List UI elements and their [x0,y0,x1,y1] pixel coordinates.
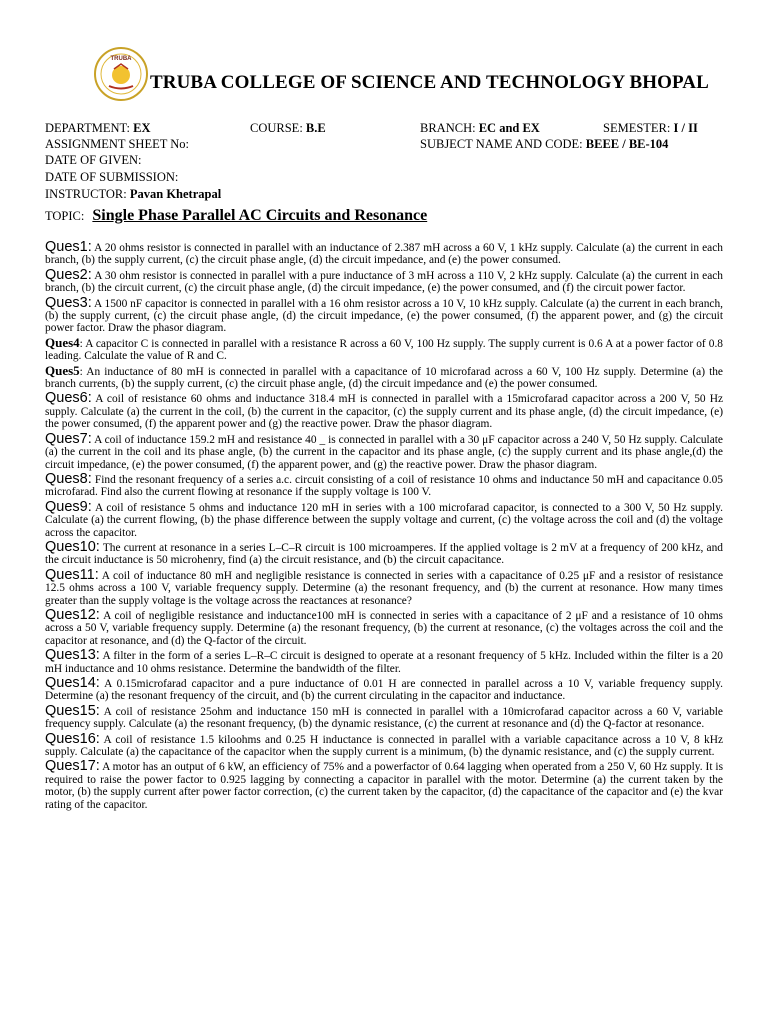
question-text: The current at resonance in a series L–C–R circuit is 100 microamperes. If the applied voltage is 2 mV at a frequency of 200 kHz, and the circuit inductance is 50 microhenry, find (a) the circuit resistance, and (b) the circuit capacitance. [45,541,723,567]
semester-label: SEMESTER: [603,121,671,135]
date-of-submission: DATE OF SUBMISSION: [45,170,179,184]
question-text: A motor has an output of 6 kW, an efficiency of 75% and a powerfactor of 0.64 lagging when operated from a 250 V, 60 Hz supply. It is required to raise the power factor to 0.925 lagging by connecting a capacitor in parallel with the motor. Determine (a) the current taken by the motor, (b) the supply current after power factor correction, (c) the current taken by the capacitor, (d) the capacitance of the capacitor and (e) the kvar rating of the capacitor. [45,761,723,811]
topic-label: TOPIC: [45,209,85,223]
question-label: Ques6: [45,390,92,407]
course-label: COURSE: [250,121,303,135]
question-text: A coil of resistance 1.5 kiloohms and 0.25 H inductance is connected in parallel with a variable capacitance across a 10 V, 8 kHz supply. Calculate (a) the capacitance of the capacitor when the supply current is a minimum, (b) the dynamic resistance, and (c) the supply current. [45,733,724,759]
question-item [45,430,723,471]
question-label: Ques4 [45,334,80,350]
logo-text: TRUBA [110,56,132,62]
branch-label: BRANCH: [420,121,476,135]
question-item [45,760,723,811]
date-of-given: DATE OF GIVEN: [45,153,142,167]
question-text: A coil of resistance 25ohm and inductance 150 mH is connected in parallel with a 10microfarad capacitor across a 60 V, variable frequency supply. Calculate (a) the resonant frequency, (b) the dynamic resistance, (c) the current at resonance and (d) the Q-factor at resonance. [45,705,723,731]
question-label: Ques7: [45,430,92,447]
question-item [45,498,723,539]
question-label: Ques8: [45,470,92,487]
question-text: A 20 ohms resistor is connected in parallel with an inductance of 2.387 mH across a 60 V, 1 kHz supply. Calculate (a) the current in each branch, (b) the supply current, (c) the circuit phase angle, (d) the circuit impedance, and (e) the power consumed. [45,242,723,267]
question-text: A coil of inductance 159.2 mH and resistance 40 _ is connected in parallel with a 30 μF capacitor across a 240 V, 50 Hz supply. Calculate (a) the current in the coil and its phase angle, (b) the current in the capacitor and its phase angle, (c) the supply current and its phase angle,(d) the circuit impedance, (e) the power consumed, (f) the apparent power, and (g) the reactive power. Draw the phasor diagram. [45,433,723,471]
question-label: Ques11: [45,566,99,583]
subject-value: BEEE / BE-104 [585,137,669,151]
question-item [45,241,723,267]
question-list [45,241,723,813]
course-field [250,121,326,136]
question-label: Ques3: [45,294,92,311]
semester-value: I / II [673,121,698,135]
question-label: Ques12: [45,606,100,623]
question-text: A coil of negligible resistance and inductance100 mH is connected in series with a capacitance of 2 μF and a resistance of 10 ohms across a 50 V, variable frequency supply. Determine (a) the resonant frequency, (b) the current at resonance, (c) the voltages across the coil and the capacitor at resonance, and (d) the Q-factor of the circuit. [45,609,723,647]
question-text: : A capacitor C is connected in parallel with a resistance R across a 60 V, 100 Hz supply. The supply current is 0.6 A at a power factor of 0.8 leading. Calculate the value of R and C. [45,337,723,363]
college-name: TRUBA COLLEGE OF SCIENCE AND TECHNOLOGY BHOPAL [150,72,709,93]
question-item [45,677,723,703]
course-value: B.E [305,121,326,135]
college-logo [92,45,150,103]
subject-label: SUBJECT NAME AND CODE: [420,137,583,151]
topic-line [45,207,427,225]
question-text: Find the resonant frequency of a series a.c. circuit consisting of a coil of resistance 10 ohms and inductance 50 mH and capacitance 0.05 microfarad. Find also the current flowing at resonance if the supply voltage is 100 V. [45,473,723,499]
topic-title: Single Phase Parallel AC Circuits and Resonance [92,207,428,224]
question-text: A 1500 nF capacitor is connected in parallel with a 16 ohm resistor across a 10 V, 10 kHz supply. Calculate (a) the current in each branch, (b) the supply current, (c) the circuit phase angle, (d) the circuit impedance, (e) the power consumed, (f) the apparent power, and (g) the circuit power factor. Draw the phasor diagram. [45,297,724,335]
question-item [45,392,723,430]
question-item [45,294,724,335]
question-label: Ques2: [45,266,92,283]
question-text: A coil of resistance 60 ohms and inductance 318.4 mH is connected in parallel with a 15microfarad capacitor across a 200 V, 50 Hz supply. Calculate (a) the current in the coil, (b) the current in the capacitor, (c) the supply current and its phase angle, (d) the circuit impedance, (e) the power consumed, (f) the apparent power and (g) the reactive power. Draw the phasor diagram. [45,393,723,431]
question-text: : An inductance of 80 mH is connected in parallel with a capacitance of 10 microfarad across a 60 V, 100 Hz supply. Determine (a) the branch currents, (b) the supply current, (c) the circuit phase angle, (d) the circuit impedance and (e) the power consumed. [45,365,723,391]
question-item [45,334,723,363]
assignment-sheet-no: ASSIGNMENT SHEET No: [45,137,189,151]
question-item [45,362,723,391]
question-text: A 30 ohm resistor is connected in parallel with a pure inductance of 3 mH across a 110 V, 2 kHz supply. Calculate (a) the current in each branch, (b) the circuit current, (c) the circuit phase angle, (d) the circuit impedance, (e) the power consumed, and (f) the circuit power factor. [45,269,724,295]
question-label: Ques9: [45,498,92,515]
instructor-label: INSTRUCTOR: [45,187,127,201]
semester-field [603,121,698,136]
department-value: EX [133,121,151,135]
question-label: Ques1: [45,239,92,255]
question-text: A coil of inductance 80 mH and negligible resistance is connected in series with a capacitance of 0.25 μF and a resistor of resistance 12.5 ohms across a 100 V, variable frequency supply. Determine (a) the resonant frequency, and (b) the current at resonance. How many times greater than the supply voltage is the voltage across the reactances at resonance? [45,569,723,607]
question-label: Ques15: [45,702,100,719]
branch-field [420,121,540,136]
department-field [45,121,150,136]
instructor-field [45,187,221,202]
question-label: Ques16: [45,730,100,747]
question-item [45,566,723,607]
instructor-value: Pavan Khetrapal [129,187,222,201]
question-label: Ques5 [45,362,80,378]
question-item [45,702,723,731]
question-text: A 0.15microfarad capacitor and a pure inductance of 0.01 H are connected in parallel across a 10 V, variable frequency supply. Determine (a) the resonant frequency of the circuit, and (b) the current circulating in the capacitor and inductance. [45,678,723,703]
question-item [45,606,723,647]
question-label: Ques13: [45,647,100,664]
question-item [45,470,723,499]
question-item [45,266,724,295]
question-label: Ques17: [45,758,100,775]
question-item [45,730,724,759]
branch-value: EC and EX [478,121,540,135]
question-text: A coil of resistance 5 ohms and inductance 120 mH in series with a 100 microfarad capacitor, is connected to a 300 V, 50 Hz supply. Calculate (a) the current flowing, (b) the phase difference between the supply voltage and current, (c) the voltage across the coil and (d) the voltage across the capacitor. [45,501,723,539]
question-item [45,538,723,567]
question-item [45,649,723,675]
question-text: A filter in the form of a series L–R–C circuit is designed to operate at a resonant frequency of 5 kHz. Included within the filter is a 20 mH inductance and 10 ohms resistance. Determine the bandwidth of the filter. [45,650,723,675]
question-label: Ques14: [45,675,100,691]
department-label: DEPARTMENT: [45,121,130,135]
subject-field [420,137,668,152]
question-label: Ques10: [45,538,100,555]
